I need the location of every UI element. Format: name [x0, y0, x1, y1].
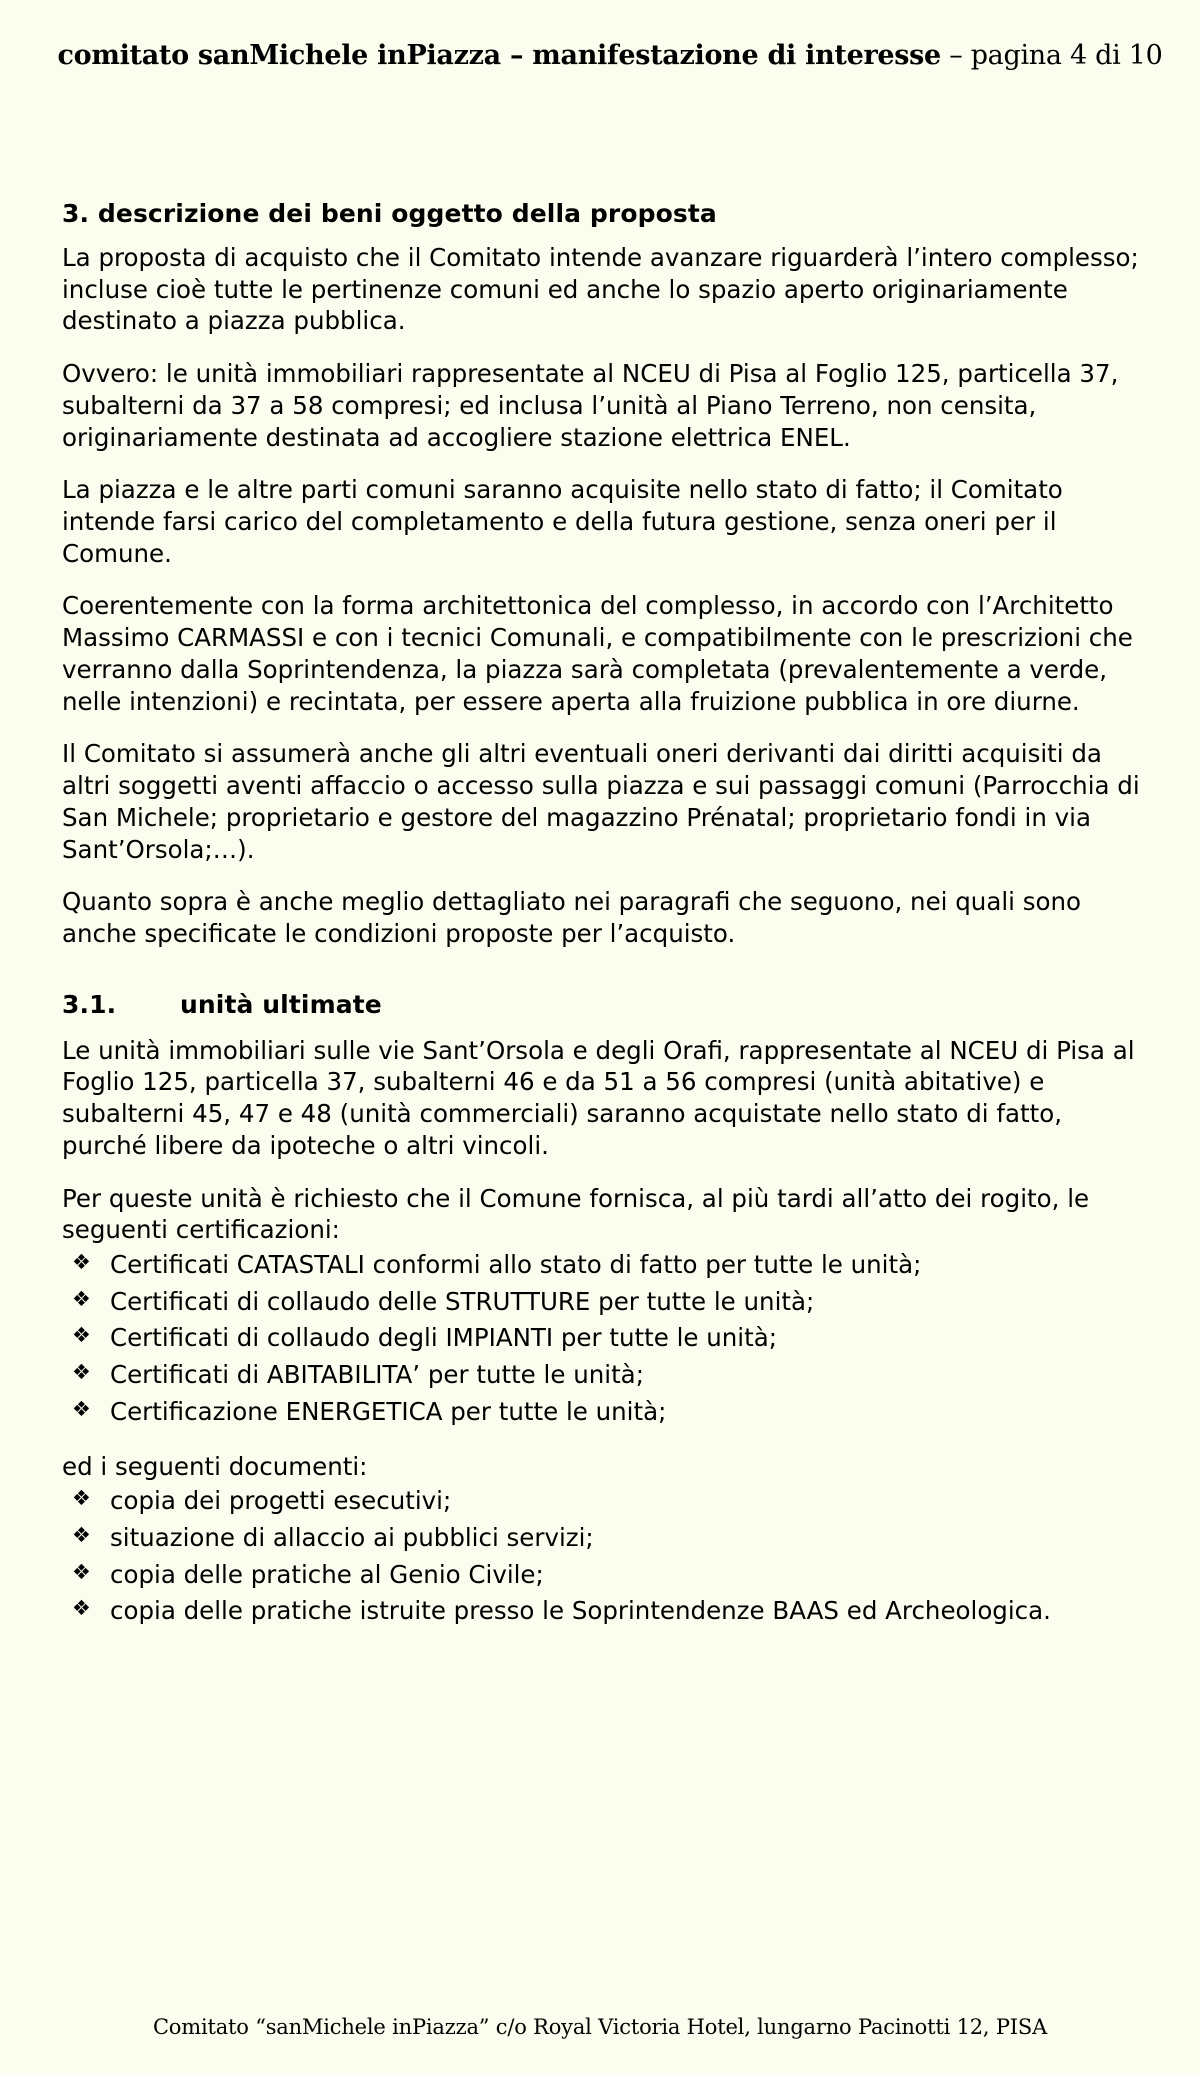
header-title-bold: comitato sanMichele inPiazza – manifestazione di interesse: [57, 40, 941, 71]
documents-intro: ed i seguenti documenti:: [62, 1451, 368, 1481]
list-item: [62, 1359, 1140, 1391]
list-item: [62, 1322, 1140, 1354]
list-item-label: Certificazione ENERGETICA per tutte le unità;: [110, 1396, 667, 1426]
diamond-bullet-icon: ❖: [72, 1523, 91, 1547]
list-item: [62, 1595, 1140, 1627]
document-content: [0, 199, 1200, 1627]
list-item: [62, 1559, 1140, 1591]
list-item-label: Certificati di collaudo degli IMPIANTI per tutte le unità;: [110, 1323, 777, 1353]
section-heading: 3. descrizione dei beni oggetto della proposta: [62, 199, 717, 228]
section-paragraph-1: La proposta di acquisto che il Comitato intende avanzare riguarderà l’intero complesso; incluse cioè tutte le pertinenze comuni ed anche lo spazio aperto originariamente destinato a piazza pubblica.: [62, 243, 1139, 336]
diamond-bullet-icon: ❖: [72, 1286, 91, 1311]
diamond-bullet-icon: ❖: [72, 1486, 91, 1511]
certifications-intro: Per queste unità è richiesto che il Comune fornisca, al più tardi all’atto dei rogito, le seguenti certificazioni:: [62, 1183, 1090, 1245]
list-item-label: Certificati CATASTALI conformi allo stato di fatto per tutte le unità;: [110, 1249, 922, 1279]
header-title-plain: – pagina 4 di 10: [940, 40, 1163, 71]
diamond-bullet-icon: ❖: [72, 1360, 91, 1385]
subsection-title-text: unità ultimate: [180, 989, 382, 1019]
documents-list: [62, 1485, 1140, 1627]
list-item: [62, 1485, 1140, 1517]
diamond-bullet-icon: ❖: [72, 1323, 91, 1348]
list-item-label: situazione di allaccio ai pubblici servizi;: [110, 1523, 594, 1552]
section-paragraph-6: Quanto sopra è anche meglio dettagliato nei paragrafi che seguono, nei quali sono anche specificate le condizioni proposte per l’acquisto.: [62, 887, 1081, 948]
subsection-paragraph: Le unità immobiliari sulle vie Sant’Orsola e degli Orafi, rappresentate al NCEU di Pisa al Foglio 125, particella 37, subalterni 46 e da 51 a 56 compresi (unità abitative) e subalterni 45, 47 e 48 (unità commerciali) saranno acquistate nello stato di fatto, purché libere da ipoteche o altri vincoli.: [62, 1035, 1135, 1160]
section-paragraph-2: Ovvero: le unità immobiliari rappresentate al NCEU di Pisa al Foglio 125, particella 37, subalterni da 37 a 58 compresi; ed inclusa l’unità al Piano Terreno, non censita, originariamente destinata ad accogliere stazione elettrica ENEL.: [62, 359, 1119, 452]
diamond-bullet-icon: ❖: [72, 1249, 91, 1274]
list-item-label: Certificati di collaudo delle STRUTTURE per tutte le unità;: [110, 1286, 815, 1316]
diamond-bullet-icon: ❖: [72, 1559, 91, 1584]
section-paragraph-3: La piazza e le altre parti comuni saranno acquisite nello stato di fatto; il Comitato intende farsi carico del completamento e della futura gestione, senza oneri per il Comune.: [62, 475, 1063, 568]
diamond-bullet-icon: ❖: [72, 1396, 91, 1421]
section-paragraph-4: Coerentemente con la forma architettonica del complesso, in accordo con l’Architetto Massimo CARMASSI e con i tecnici Comunali, e compatibilmente con le prescrizioni che verranno dalla Soprintendenza, la piazza sarà completata (prevalentemente a verde, nelle intenzioni) e recintata, per essere aperta alla fruizione pubblica in ore diurne.: [62, 591, 1133, 716]
list-item: [62, 1249, 1140, 1281]
list-item: [62, 1396, 1140, 1428]
list-item-label: copia delle pratiche istruite presso le Soprintendenze BAAS ed Archeologica.: [110, 1596, 1051, 1626]
section-paragraph-5: Il Comitato si assumerà anche gli altri eventuali oneri derivanti dai diritti acquisiti da altri soggetti aventi affaccio o accesso sulla piazza e sui passaggi comuni (Parrocchia di San Michele; proprietario e gestore del magazzino Prénatal; proprietario fondi in via Sant’Orsola;…).: [62, 739, 1140, 864]
page-footer: Comitato “sanMichele inPiazza” c/o Royal Victoria Hotel, lungarno Pacinotti 12, PISA: [152, 2015, 1048, 2039]
list-item-label: Certificati di ABITABILITA’ per tutte le unità;: [110, 1360, 644, 1390]
list-item: [62, 1286, 1140, 1318]
subsection-heading: [62, 990, 1140, 1019]
list-item-label: copia delle pratiche al Genio Civile;: [110, 1559, 544, 1589]
page-header: [0, 0, 1200, 71]
list-item-label: copia dei progetti esecutivi;: [110, 1486, 452, 1516]
subsection-number: 3.1.: [62, 989, 117, 1019]
list-item: [62, 1522, 1140, 1554]
list-spacer: [62, 1433, 1140, 1451]
diamond-bullet-icon: ❖: [72, 1596, 91, 1621]
certifications-list: [62, 1249, 1140, 1428]
